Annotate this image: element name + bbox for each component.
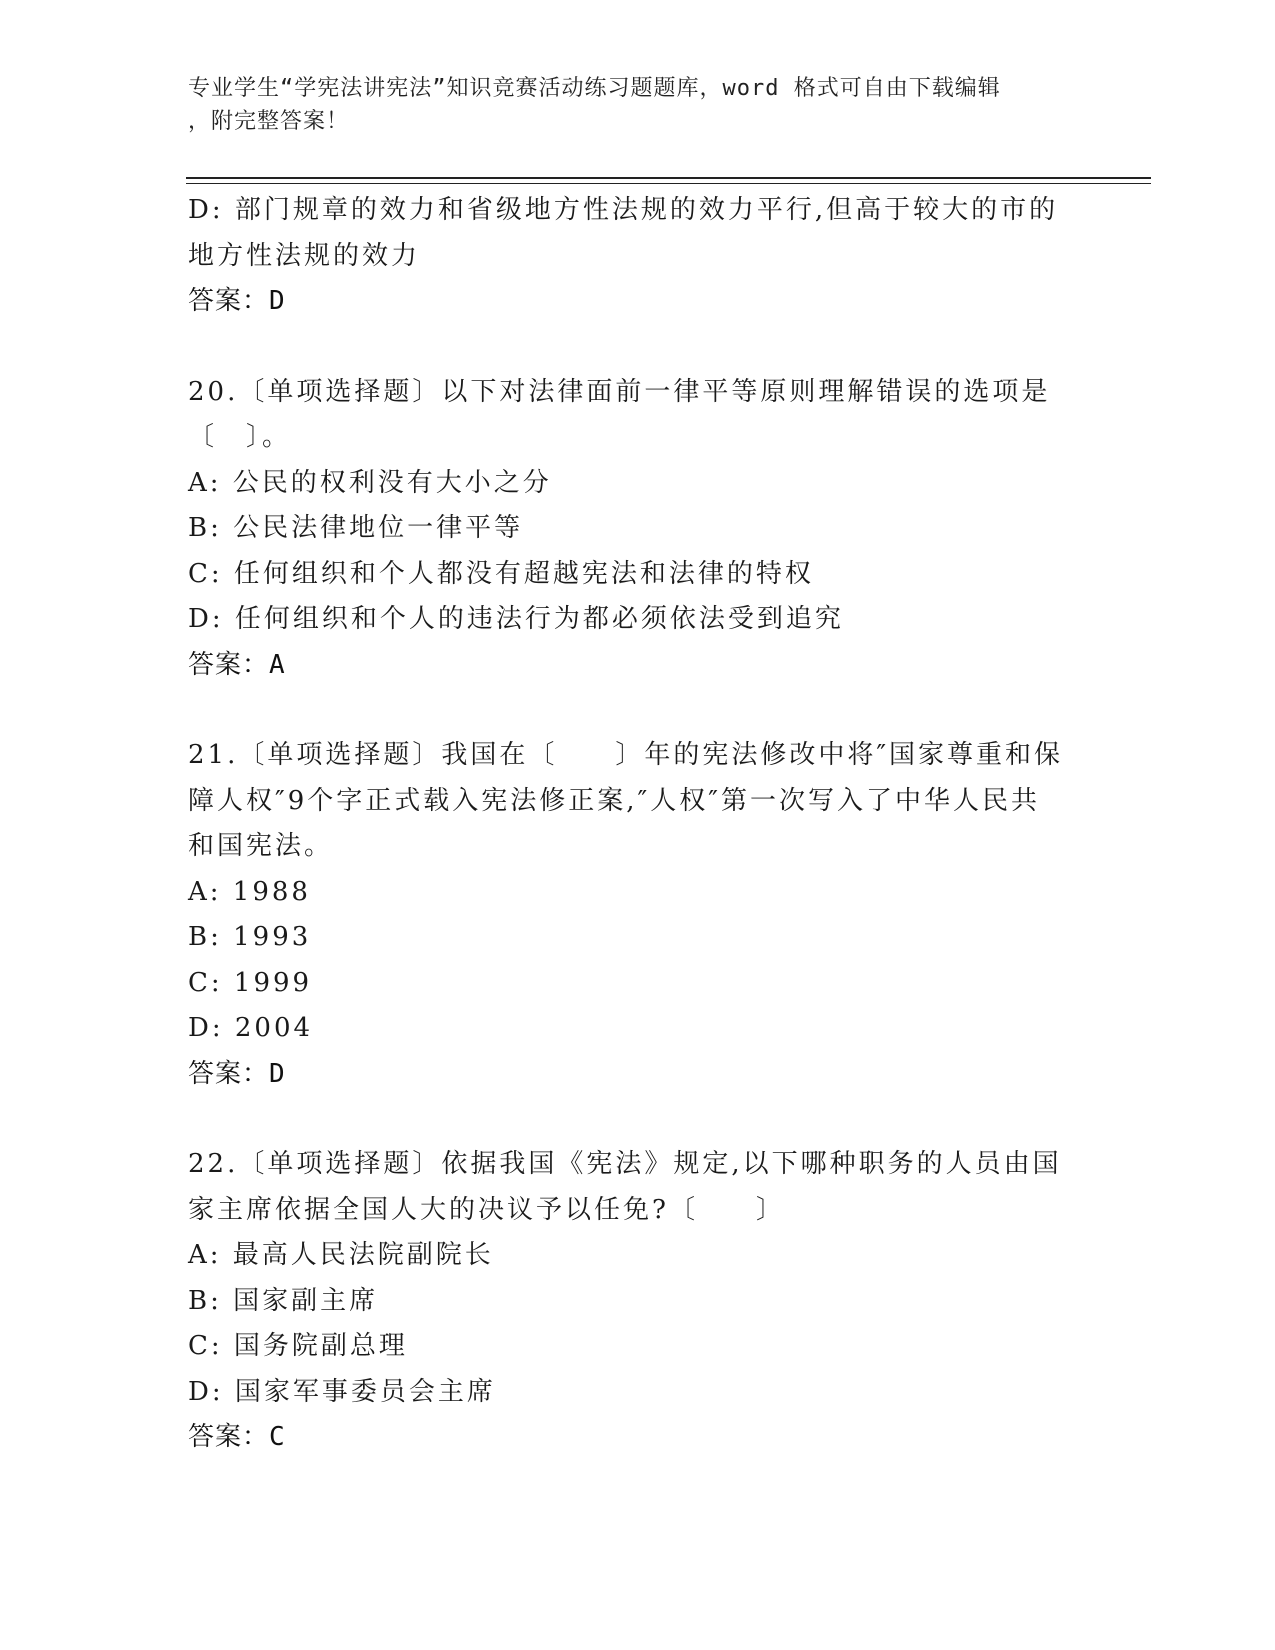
answer-line: 答案：C — [188, 1422, 286, 1452]
header-rule-thick — [186, 177, 1151, 179]
option-a: A: 公民的权利没有大小之分 — [188, 467, 552, 498]
header-line-2: ，附完整答案！ — [188, 109, 350, 134]
option-c: C: 任何组织和个人都没有超越宪法和法律的特权 — [188, 558, 814, 589]
question-stem: 21.〔单项选择题〕我国在〔 〕年的宪法修改中将″国家尊重和保障人权″9个字正式载入宪法修正案,″人权″第一次写入了中华人民共和国宪法。 — [188, 740, 1064, 861]
page-header — [188, 72, 1068, 138]
header-line-1: 专业学生“学宪法讲宪法”知识竞赛活动练习题题库，word 格式可自由下载编辑 — [188, 76, 1001, 101]
answer-line: 答案：D — [188, 1058, 286, 1089]
option-d: D: 部门规章的效力和省级地方性法规的效力平行,但高于较大的市的地方性法规的效力 — [188, 195, 1059, 271]
option-d: D: 2004 — [188, 1013, 314, 1043]
answer-line: 答案：D — [188, 286, 286, 316]
spacer — [188, 688, 1068, 733]
document-body — [188, 188, 1068, 1461]
option-a: A: 1988 — [188, 876, 311, 907]
option-b: B: 1993 — [188, 922, 312, 952]
spacer — [188, 325, 1068, 370]
spacer — [188, 1097, 1068, 1142]
option-a: A: 最高人民法院副院长 — [188, 1240, 494, 1270]
header-rule-thin — [186, 183, 1151, 184]
option-b: B: 公民法律地位一律平等 — [188, 513, 524, 543]
question-stem: 22.〔单项选择题〕依据我国《宪法》规定,以下哪种职务的人员由国家主席依据全国人大的决议予以任免?〔 〕 — [188, 1149, 1062, 1225]
question-fragment — [188, 188, 1068, 325]
option-c: C: 1999 — [188, 967, 313, 998]
option-d: D: 任何组织和个人的违法行为都必须依法受到追究 — [188, 604, 844, 634]
question-22 — [188, 1142, 1068, 1461]
question-stem: 20.〔单项选择题〕以下对法律面前一律平等原则理解错误的选项是〔 〕。 — [188, 376, 1051, 452]
option-d: D: 国家军事委员会主席 — [188, 1376, 496, 1407]
option-c: C: 国务院副总理 — [188, 1331, 408, 1361]
answer-line: 答案：A — [188, 649, 286, 680]
option-b: B: 国家副主席 — [188, 1285, 379, 1316]
question-21 — [188, 733, 1068, 1097]
question-20 — [188, 370, 1068, 689]
